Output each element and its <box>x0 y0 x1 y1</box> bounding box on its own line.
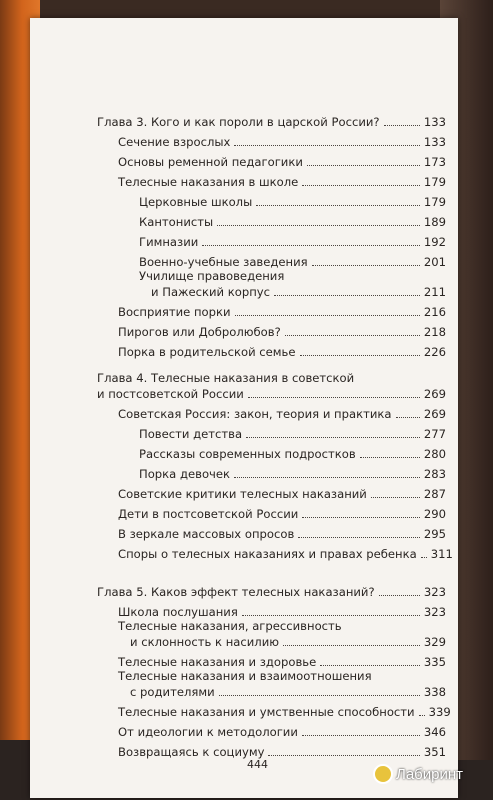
toc-item: Советские критики телесных наказаний 287 <box>118 487 446 501</box>
toc-chapter4-title-line1: Глава 4. Телесные наказания в советской <box>97 371 355 385</box>
toc-chapter5-title: Глава 5. Каков эффект телесных наказаний? 323 <box>97 585 446 599</box>
toc-subitem: Рассказы современных подростков 280 <box>139 447 446 461</box>
toc-chapter3-title: Глава 3. Кого и как пороли в царской России? 133 <box>97 115 446 129</box>
toc-subitem: Повести детства 277 <box>139 427 446 441</box>
toc-subitem: Церковные школы 179 <box>139 195 446 209</box>
toc-item: Сечение взрослых 133 <box>118 135 446 149</box>
toc-subitem: Кантонисты 189 <box>139 215 446 229</box>
toc-item: и склонность к насилию 329 <box>130 635 446 649</box>
toc-item: Возвращаясь к социуму 351 <box>118 745 446 759</box>
toc-item: Споры о телесных наказаниях и правах ребенка 311 <box>118 547 453 561</box>
page-number: 444 <box>247 758 268 771</box>
toc-subitem-line1: Училище правоведения <box>139 269 285 283</box>
toc-item-line1: Телесные наказания и взаимоотношения <box>118 669 372 683</box>
toc-item: Советская Россия: закон, теория и практика 269 <box>118 407 446 421</box>
toc-item: От идеологии к методологии 346 <box>118 725 446 739</box>
toc-subitem: Порка девочек 283 <box>139 467 446 481</box>
watermark-logo <box>373 760 473 788</box>
toc-item: Телесные наказания и здоровье 335 <box>118 655 446 669</box>
toc-subitem: и Пажеский корпус 211 <box>151 285 446 299</box>
toc-item: Пирогов или Добролюбов? 218 <box>118 325 446 339</box>
toc-item: Порка в родительской семье 226 <box>118 345 446 359</box>
toc-subitem: Гимназии 192 <box>139 235 446 249</box>
toc-item: Телесные наказания и умственные способности 339 <box>118 705 451 719</box>
watermark-text: Лабиринт <box>396 765 464 783</box>
book-page <box>30 18 458 798</box>
toc-item: Школа послушания 323 <box>118 605 446 619</box>
toc-item: В зеркале массовых опросов 295 <box>118 527 446 541</box>
watermark-icon <box>373 764 393 784</box>
toc-item: Телесные наказания в школе 179 <box>118 175 446 189</box>
toc-item: Восприятие порки 216 <box>118 305 446 319</box>
toc-chapter4-title: и постсоветской России 269 <box>97 387 446 401</box>
toc-subitem: Военно-учебные заведения 201 <box>139 255 446 269</box>
toc-item: с родителями 338 <box>130 685 446 699</box>
toc-item-line1: Телесные наказания, агрессивность <box>118 619 342 633</box>
toc-item: Дети в постсоветской России 290 <box>118 507 446 521</box>
toc-item: Основы ременной педагогики 173 <box>118 155 446 169</box>
